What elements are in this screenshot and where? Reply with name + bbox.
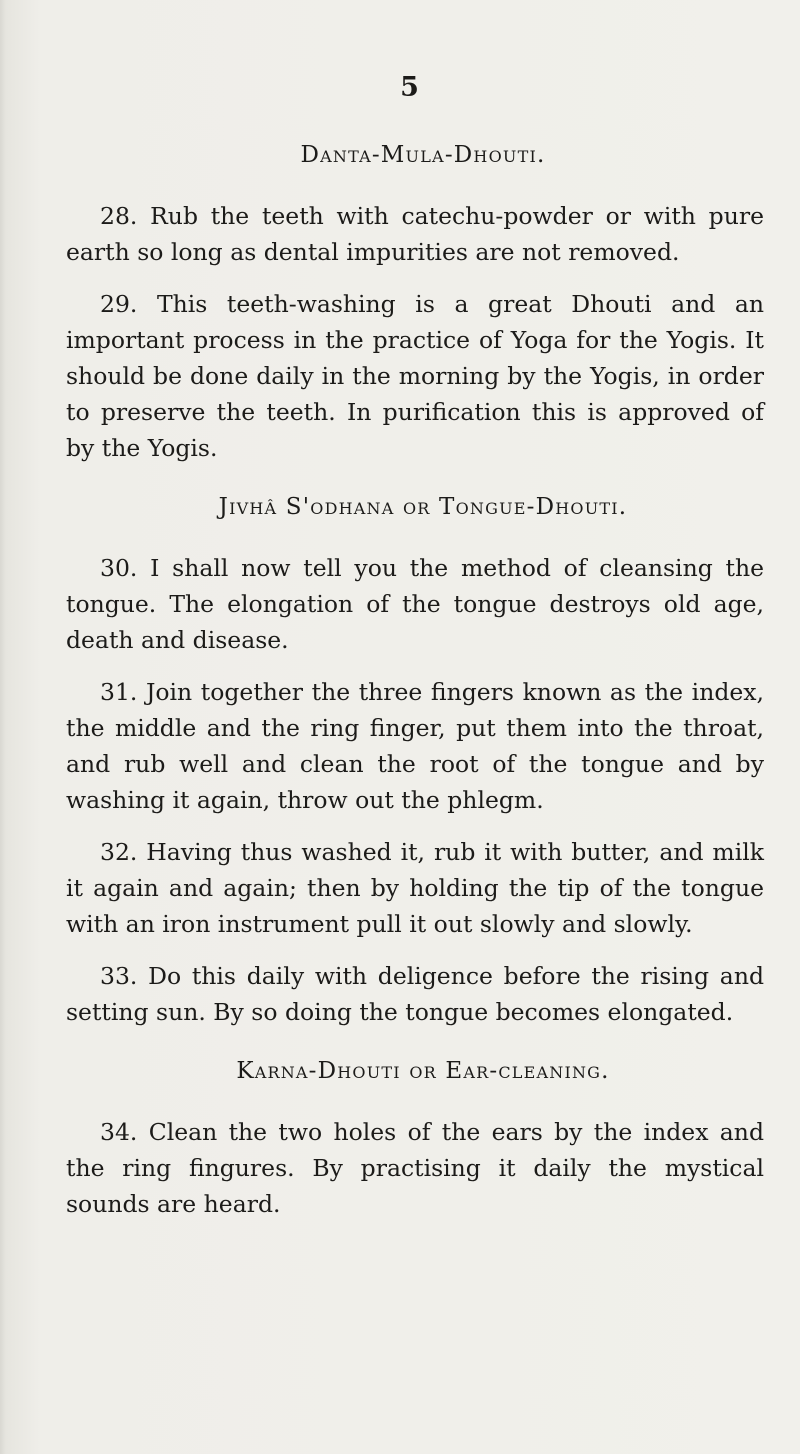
paragraph-29: 29. This teeth-washing is a great Dhouti and an important process in the practice of Yoga for the Yogis. It should be done daily in the morning by the Yogis, in order to preserve the teeth. In purification this is approved of by the Yogis.: [66, 290, 764, 462]
section-heading-danta-mula-dhouti: Danta-Mula-Dhouti.: [300, 142, 546, 168]
paragraph-30: 30. I shall now tell you the method of cleansing the tongue. The elongation of the tongue destroys old age, death and disease.: [66, 554, 764, 654]
paragraph-31: 31. Join together the three fingers known as the index, the middle and the ring finger, put them into the throat, and rub well and clean the root of the tongue and by washing it again, throw out the phlegm.: [66, 678, 764, 814]
section-heading-tongue-dhouti: Jivhâ S'odhana or Tongue-Dhouti.: [218, 494, 628, 520]
paragraph-33: 33. Do this daily with deligence before the rising and setting sun. By so doing the tongue becomes elongated.: [66, 962, 764, 1026]
page-body: [64, 130, 764, 1222]
paragraph-34: 34. Clean the two holes of the ears by the index and the ring fingures. By practising it daily the mystical sounds are heard.: [66, 1118, 764, 1218]
paragraph-32: 32. Having thus washed it, rub it with butter, and milk it again and again; then by holding the tip of the tongue with an iron instrument pull it out slowly and slowly.: [66, 838, 764, 938]
section-heading-ear-cleaning: Karna-Dhouti or Ear-cleaning.: [236, 1058, 610, 1084]
page-number: 5: [400, 72, 420, 103]
paragraph-28: 28. Rub the teeth with catechu-powder or with pure earth so long as dental impurities are not removed.: [66, 202, 764, 266]
